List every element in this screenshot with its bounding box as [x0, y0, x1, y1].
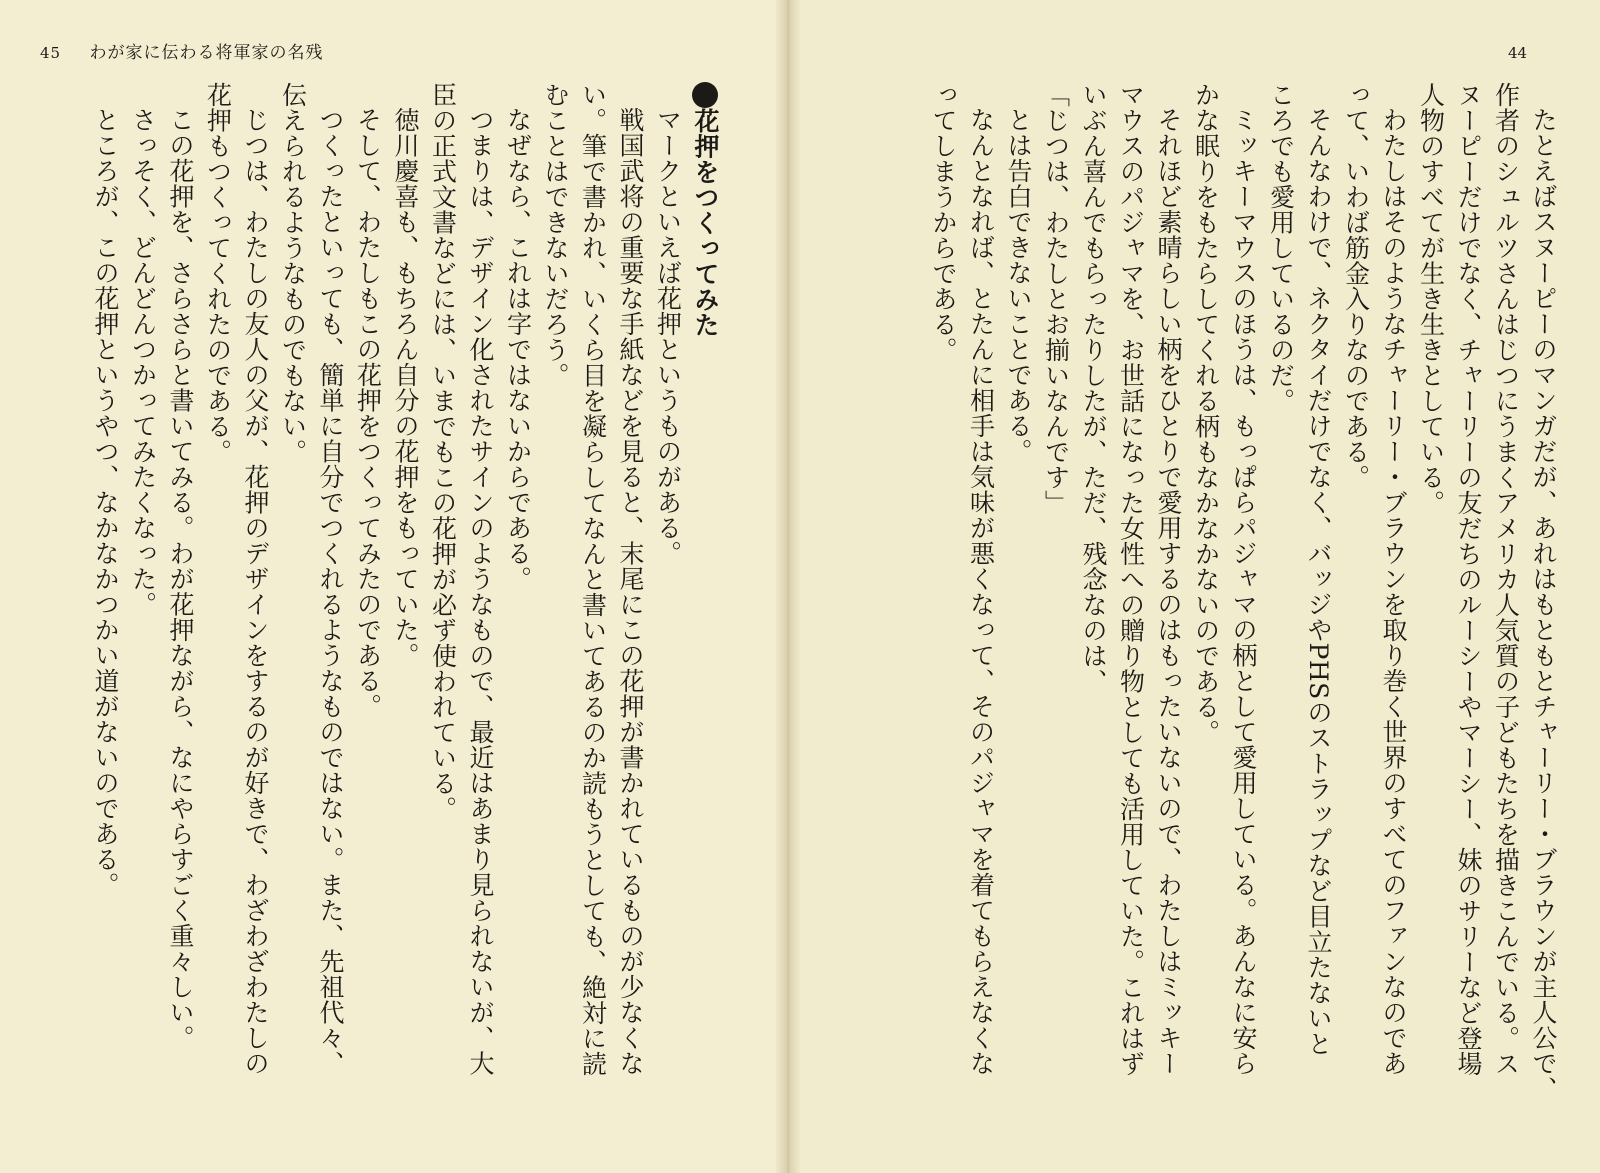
text-line: 「じつは、わたしとお揃いなんです」 — [1041, 82, 1071, 516]
book-gutter — [776, 0, 800, 1173]
text-line: って、いわば筋金入りなのである。 — [1341, 82, 1371, 490]
text-line: 作者のシュルツさんはじつにうまくアメリカ人気質の子どもたちを描きこんでいる。ス — [1491, 82, 1521, 1077]
right-text-column — [870, 82, 1562, 1142]
text-line: わたしはそのようなチャーリー・ブラウンを取り巻く世界のすべてのファンなのであ — [1379, 107, 1408, 1076]
text-line: 臣の正式文書などには、いまでもこの花押が必ず使われている。 — [428, 82, 458, 822]
text-line: ってしまうからである。 — [929, 82, 958, 363]
text-line: ヌーピーだけでなく、チャーリーの友だちのルーシーやマーシー、妹のサリーなど登場 — [1454, 82, 1483, 1077]
text-line: 戦国武将の重要な手紙などを見ると、末尾にこの花押が書かれているものが少なくな — [616, 107, 645, 1076]
section-heading — [687, 82, 725, 1142]
text-line: ミッキーマウスのほうは、もっぱらパジャマの柄として愛用している。あんなに安ら — [1229, 107, 1258, 1076]
text-line: じつは、わたしの友人の父が、花押のデザインをするのが好きで、わざわざわたしの — [241, 107, 270, 1076]
text-line: 花押もつくってくれたのである。 — [203, 82, 233, 465]
text-line: 伝えられるようなものでもない。 — [278, 82, 308, 465]
text-line: 人物のすべてが生き生きとしている。 — [1416, 82, 1446, 516]
text-line: ころでも愛用しているのだ。 — [1266, 82, 1296, 414]
text-line: かな眠りをもたらしてくれる柄もなかなかないのである。 — [1191, 82, 1221, 745]
right-page — [786, 0, 1600, 1173]
left-text-column — [36, 82, 724, 1142]
text-line: さっそく、どんどんつかってみたくなった。 — [128, 107, 158, 617]
text-line: いぶん喜んでもらったりしたが、ただ、残念なのは、 — [1079, 82, 1108, 694]
text-line: そして、わたしもこの花押をつくってみたのである。 — [353, 107, 383, 719]
text-line: い。筆で書かれ、いくら目を凝らしてなんと書いてあるのか読もうとしても、絶対に読 — [578, 82, 608, 1077]
text-line: マークといえば花押というものがある。 — [653, 107, 683, 566]
running-head — [40, 38, 324, 63]
page-number-left: 45 — [40, 44, 62, 62]
text-line: なぜなら、これは字ではないからである。 — [503, 107, 533, 592]
text-line: そんなわけで、ネクタイだけでなく、バッジやPHSのストラップなど目立たないと — [1304, 107, 1333, 1057]
page-number-right: 44 — [1508, 44, 1528, 62]
section-heading-text: 花押をつくってみた — [691, 108, 720, 338]
text-line: この花押を、さらさらと書いてみる。わが花押ながら、なにやらすごく重々しい。 — [166, 107, 195, 1051]
text-line: つまりは、デザイン化されたサインのようなもので、最近はあまり見られないが、大 — [466, 107, 495, 1076]
text-line: むことはできないだろう。 — [541, 82, 570, 388]
text-line: なんとなれば、とたんに相手は気味が悪くなって、そのパジャマを着てもらえなくな — [966, 107, 996, 1076]
left-page — [0, 0, 786, 1173]
text-line: それほど素晴らしい柄をひとりで愛用するのはもったいないので、わたしはミッキー — [1154, 107, 1183, 1076]
running-title: わが家に伝わる将軍家の名残 — [89, 43, 324, 63]
text-line: 徳川慶喜も、もちろん自分の花押をもっていた。 — [391, 107, 420, 668]
text-line: マウスのパジャマを、お世話になった女性への贈り物としても活用していた。これはず — [1116, 82, 1146, 1077]
text-line: たとえばスヌーピーのマンガだが、あれはもともとチャーリー・ブラウンが主人公で、 — [1529, 107, 1558, 1102]
text-line: つくったといっても、簡単に自分でつくれるようなものではない。また、先祖代々、 — [316, 107, 345, 1076]
text-line: とは告白できないことである。 — [1004, 107, 1033, 464]
text-line: ところが、この花押というやつ、なかなかつかい道がないのである。 — [91, 107, 120, 898]
bullet-icon — [692, 82, 718, 108]
